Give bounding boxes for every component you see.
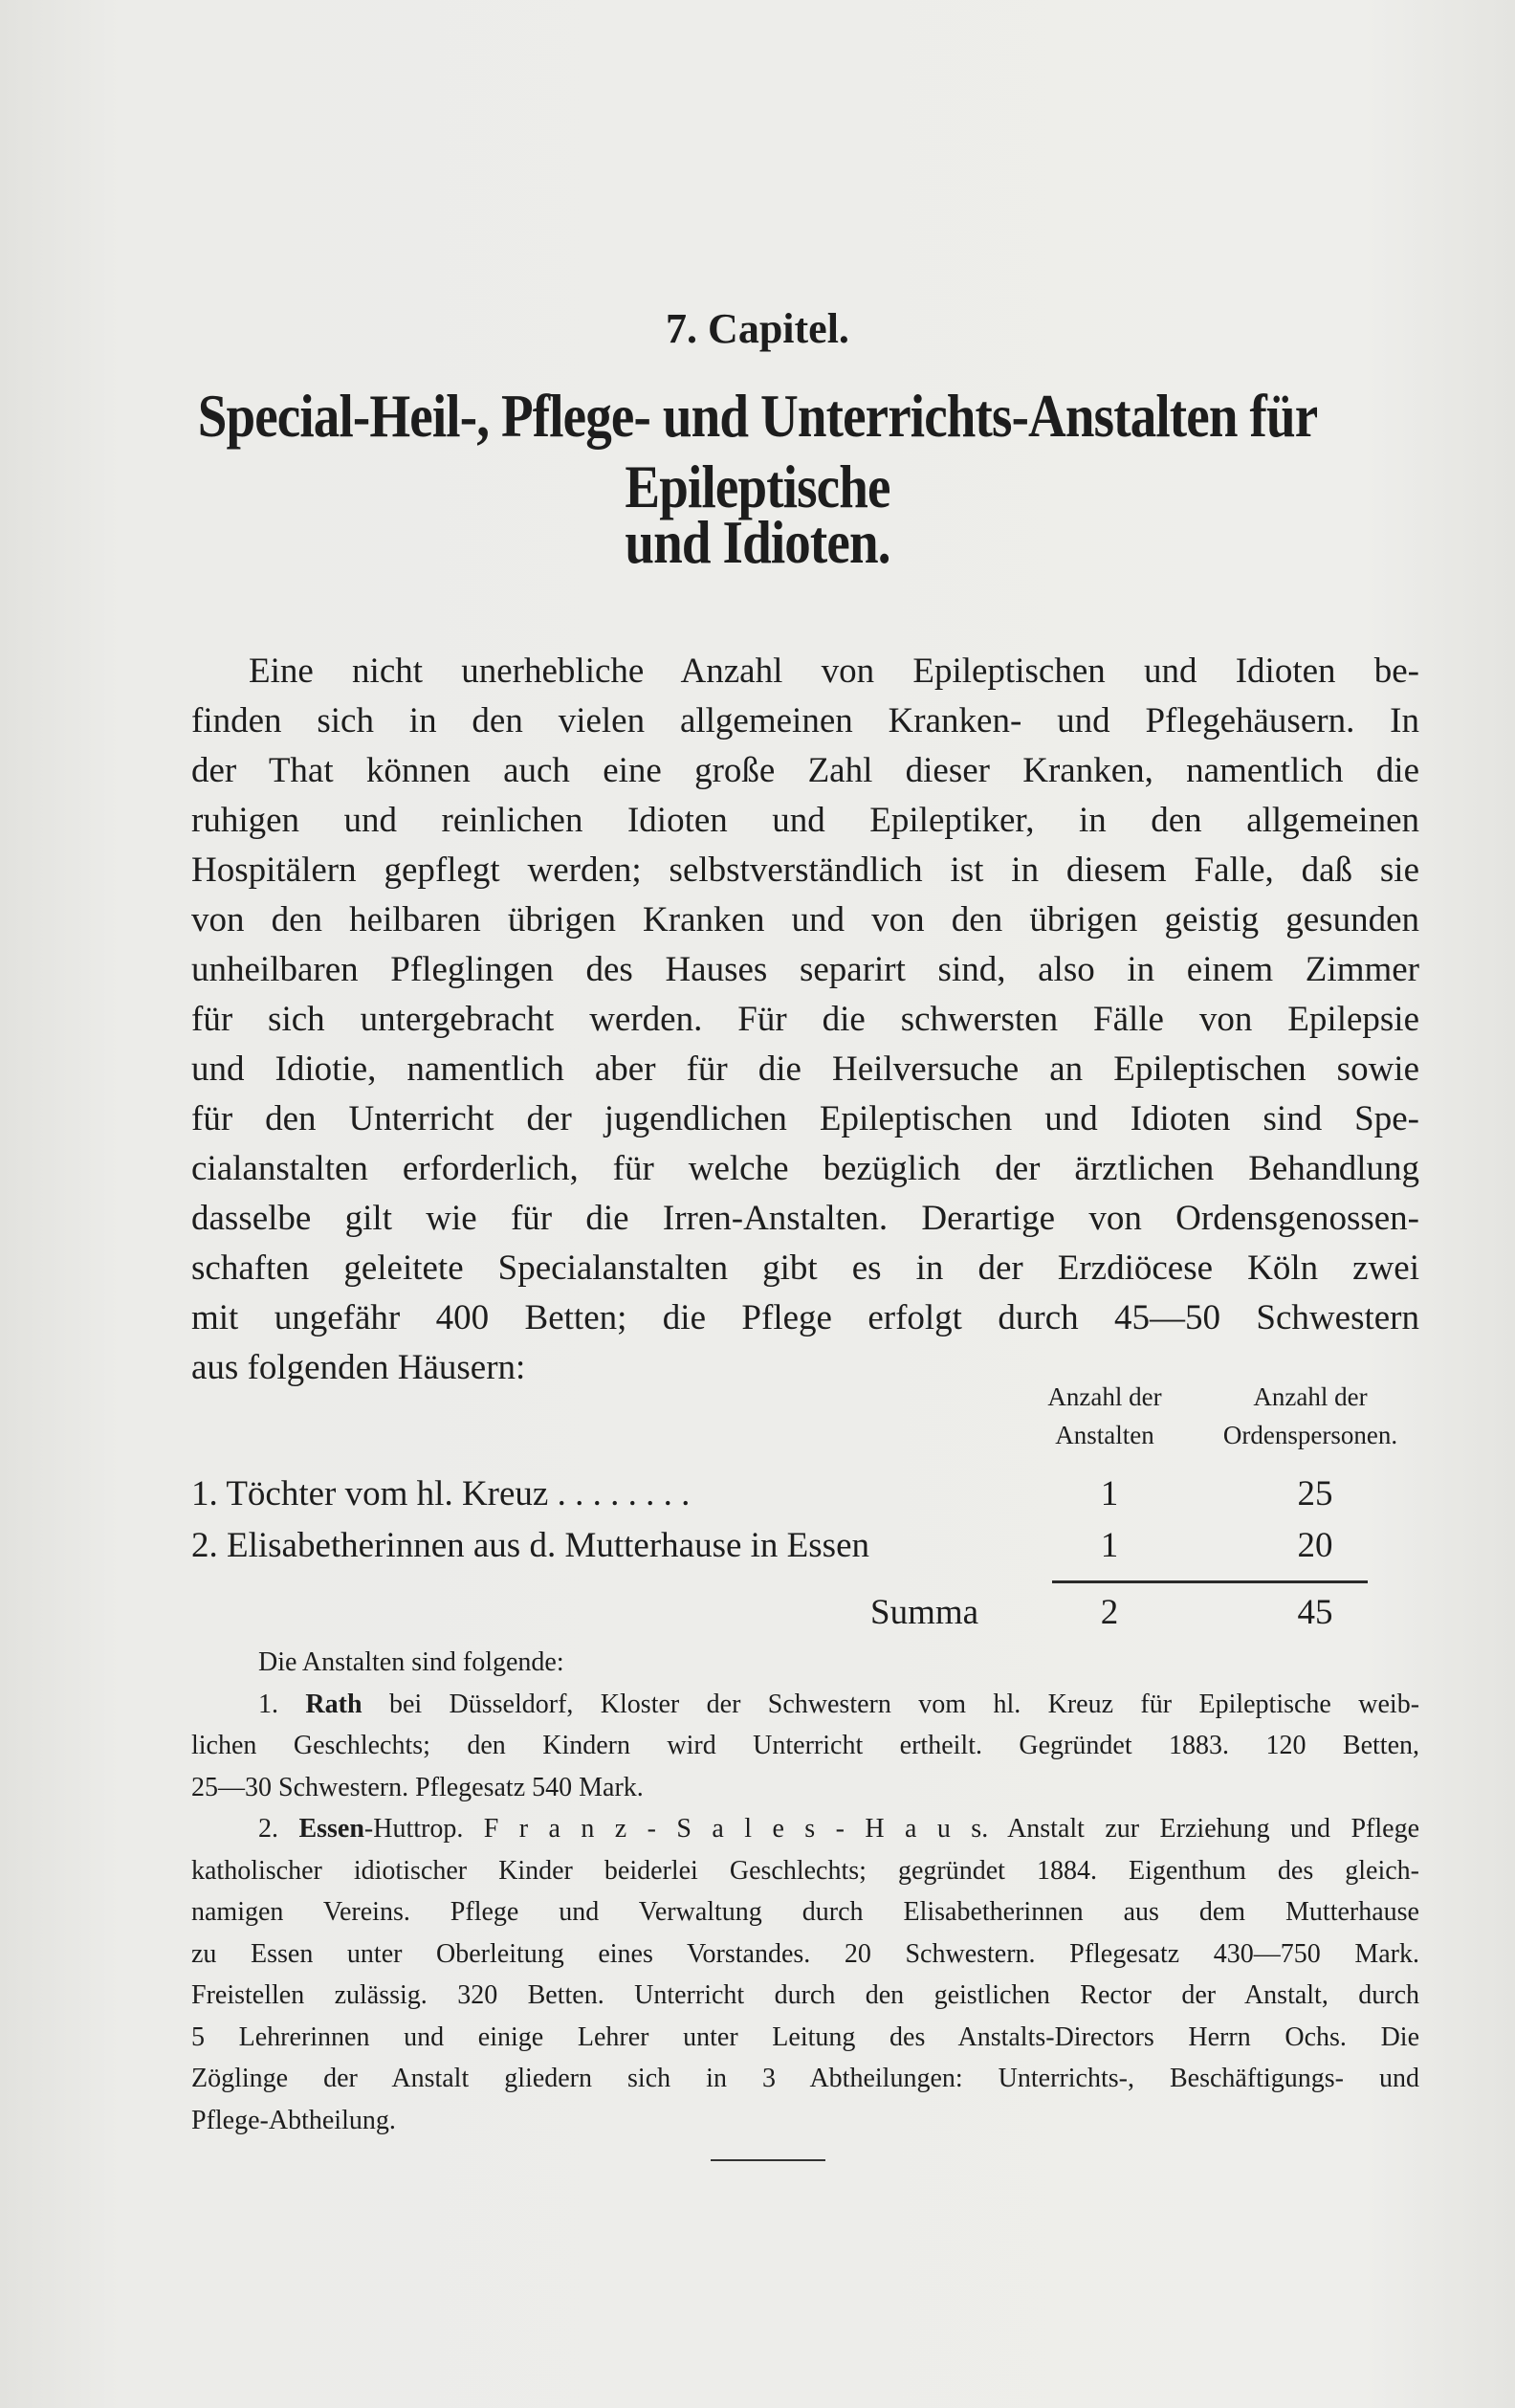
header-line: Anzahl der [1253,1382,1368,1411]
footnote-line: Zöglinge der Anstalt gliedern sich in 3 Abtheilungen: Unterrichts-, Beschäftigungs- und [191,2064,1419,2093]
table-cell-personen: 20 [1297,1526,1333,1565]
item-number: 1. [258,1689,278,1719]
paragraph-line: dasselbe gilt wie für die Irren-Anstalten. Derartige von Ordensgenossen- [191,1199,1419,1238]
paragraph-line: für sich untergebracht werden. Für die schwersten Fälle von Epilepsie [191,1000,1419,1039]
table-row-label: 2. Elisabetherinnen aus d. Mutterhause in Essen [191,1526,869,1565]
footnote-text: bei Düsseldorf, Kloster der Schwestern vom hl. Kreuz für Epileptische weib- [388,1689,1420,1719]
chapter-number: 7. Capitel. [666,305,849,352]
paragraph-line: Hospitälern gepflegt werden; selbstverständlich ist in diesem Falle, daß sie [191,851,1419,890]
header-line: Ordenspersonen. [1222,1421,1398,1449]
paragraph-line: der That können auch eine große Zahl dieser Kranken, namentlich die [191,751,1419,790]
footnote-line: namigen Vereins. Pflege und Verwaltung durch Elisabetherinnen aus dem Mutterhause [191,1897,1419,1927]
footnote-line: 25—30 Schwestern. Pflegesatz 540 Mark. [191,1772,644,1802]
chapter-title-line-2: und Idioten. [625,508,890,576]
paragraph-line: unheilbaren Pfleglingen des Hauses separirt sind, also in einem Zimmer [191,950,1419,989]
paragraph-line: schaften geleitete Specialanstalten gibt es in der Erzdiöcese Köln zwei [191,1248,1419,1288]
paragraph-line: finden sich in den vielen allgemeinen Kranken- und Pflegehäusern. In [191,701,1419,740]
footnote-line: Freistellen zulässig. 320 Betten. Unterricht durch den geistlichen Rector der Anstalt, durch [191,1980,1419,2010]
footnote-line: zu Essen unter Oberleitung eines Vorstandes. 20 Schwestern. Pflegesatz 430—750 Mark. [191,1938,1419,1969]
paragraph-line: ruhigen und reinlichen Idioten und Epileptiker, in den allgemeinen [191,801,1419,840]
table-cell-personen: 25 [1297,1474,1333,1513]
place-name: Rath [305,1689,362,1719]
paragraph-line: Eine nicht unerhebliche Anzahl von Epileptischen und Idioten be- [249,652,1419,691]
chapter-title-line-1: Special-Heil-, Pflege- und Unterrichts-Anstalten für Epileptische [197,382,1318,520]
paragraph-line: und Idiotie, namentlich aber für die Heilversuche an Epileptischen sowie [191,1049,1419,1089]
footnote-line: Pflege-Abtheilung. [191,2105,396,2135]
column-header-ordenspersonen [1200,1378,1420,1454]
column-header-anstalten [1028,1378,1181,1454]
table-cell-anstalten: 1 [1100,1526,1119,1565]
paragraph-line: für den Unterricht der jugendlichen Epileptischen und Idioten sind Spe- [191,1099,1419,1138]
total-personen: 45 [1297,1593,1333,1632]
footnote-text: -Huttrop. F r a n z - S a l e s - H a u s. Anstalt zur Erziehung und Pflege [363,1814,1420,1844]
table-cell-anstalten: 1 [1100,1474,1119,1513]
footnote-line: 5 Lehrerinnen und einige Lehrer unter Leitung des Anstalts-Directors Herrn Ochs. Die [191,2021,1419,2052]
paragraph-line: aus folgenden Häusern: [191,1348,526,1387]
total-label: Summa [870,1593,979,1632]
item-number: 2. [258,1814,278,1844]
header-line: Anzahl der [1047,1382,1162,1411]
main-paragraph [191,647,1419,1393]
footnotes [191,1642,1420,2141]
paragraph-line: von den heilbaren übrigen Kranken und von den übrigen geistig gesunden [191,900,1419,939]
header-line: Anstalten [1055,1421,1154,1449]
paragraph-line: cialanstalten erforderlich, für welche bezüglich der ärztlichen Behandlung [191,1149,1419,1188]
sum-rule [1052,1580,1368,1583]
end-rule [711,2159,825,2161]
table-row-label: 1. Töchter vom hl. Kreuz . . . . . . . . [191,1474,691,1513]
footnote-intro: Die Anstalten sind folgende: [258,1647,564,1677]
total-anstalten: 2 [1100,1593,1119,1632]
footnote-line: katholischer idiotischer Kinder beiderlei Geschlechts; gegründet 1884. Eigenthum des gleich- [191,1855,1419,1886]
place-name: Essen [298,1814,364,1844]
footnote-line [258,1684,1419,1726]
footnote-line: lichen Geschlechts; den Kindern wird Unterricht ertheilt. Gegründet 1883. 120 Betten, [191,1731,1419,1760]
footnote-line [258,1808,1419,1850]
paragraph-line: mit ungefähr 400 Betten; die Pflege erfolgt durch 45—50 Schwestern [191,1298,1419,1337]
